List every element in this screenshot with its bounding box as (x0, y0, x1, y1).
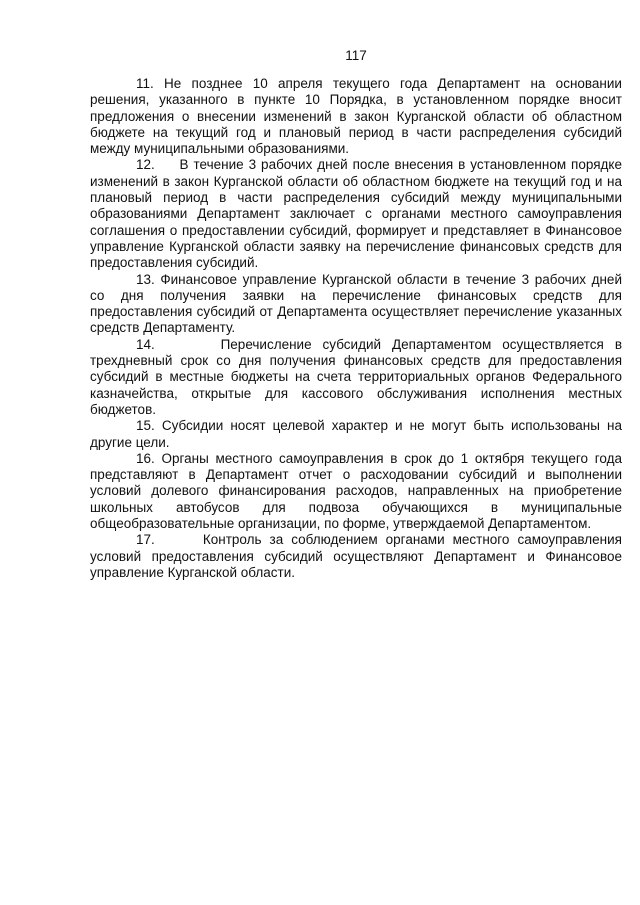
document-page (90, 48, 622, 581)
paragraph-number: 14. (136, 336, 155, 352)
paragraph-16 (90, 451, 622, 532)
paragraph-11 (90, 76, 622, 157)
paragraph-number: 12. (136, 157, 155, 173)
paragraph-number: 17. (136, 532, 155, 548)
paragraph-text: Контроль за соблюдением органами местного самоуправления условий предоставления субсидий осуществляют Департамент и Финансовое управление Курганской области. (90, 532, 622, 580)
paragraph-12 (90, 157, 622, 271)
paragraph-15 (90, 418, 622, 451)
paragraph-text: Не позднее 10 апреля текущего года Департамент на основании решения, указанного в пункте 10 Порядка, в установленном порядке вносит предложения о внесении изменений в закон Курганской области об областном бюджете на текущий год и плановый период в части распределения субсидий между муниципальными образованиями. (90, 76, 622, 157)
paragraph-text: В течение 3 рабочих дней после внесения в установленном порядке изменений в закон Курганской области об областном бюджете на текущий год и на плановый период в части распределения субсидий между муниципальными образованиями Департамент заключает с органами местного самоуправления соглашения о предоставлении субсидий, формирует и представляет в Финансовое управление Курганской области заявку на перечисление финансовых средств для предоставления субсидий. (90, 157, 622, 271)
paragraph-number: 16. (136, 450, 155, 466)
paragraph-text: Финансовое управление Курганской области в течение 3 рабочих дней со дня получения заявки на перечисление финансовых средств для предоставления субсидий от Департамента осуществляет перечисление указанных средств Департаменту. (90, 271, 622, 336)
paragraph-number: 13. (136, 271, 155, 287)
paragraph-13 (90, 272, 622, 337)
paragraph-14 (90, 337, 622, 418)
paragraph-text: Перечисление субсидий Департаментом осуществляется в трехдневный срок со дня получения финансовых средств для предоставления субсидий в местные бюджеты на счета территориальных органов Федерального казначейства, открытые для кассового обслуживания исполнения местных бюджетов. (90, 336, 622, 417)
paragraph-number: 11. (136, 76, 154, 91)
paragraph-text: Субсидии носят целевой характер и не могут быть использованы на другие цели. (90, 418, 622, 450)
paragraph-number: 15. (136, 418, 155, 434)
page-number: 117 (345, 48, 367, 63)
paragraph-text: Органы местного самоуправления в срок до 1 октября текущего года представляют в Департамент отчет о расходовании субсидий и выполнении условий долевого финансирования расходов, направленных на приобретение школьных автобусов для подвоза обучающихся в муниципальные общеобразовательные организации, по форме, утверждаемой Департаментом. (90, 450, 622, 532)
paragraph-17 (90, 532, 622, 581)
